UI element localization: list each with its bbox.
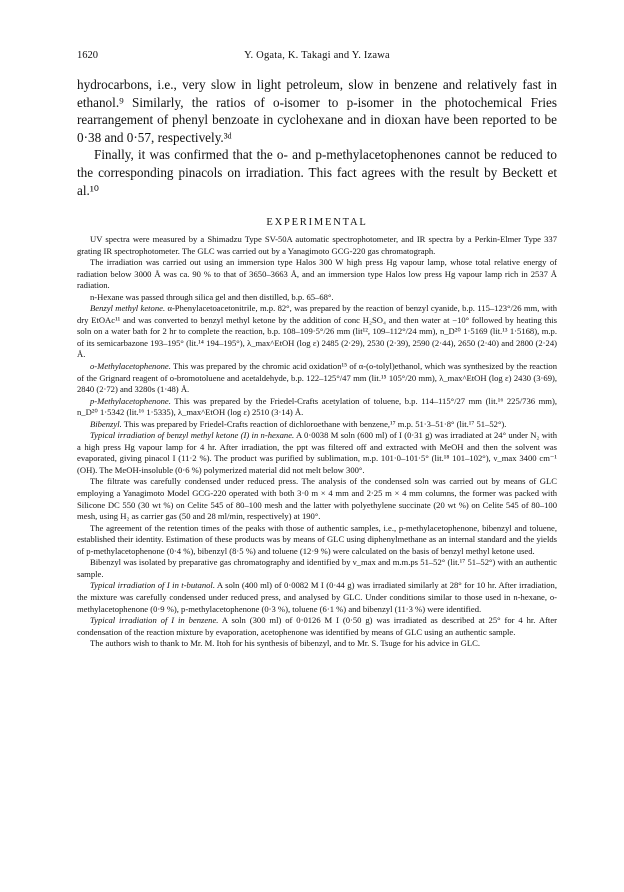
experimental-paragraph: Bibenzyl was isolated by preparative gas chromatography and identified by ν_max and m.m.ps 51–52° (lit.¹⁷ 51–52°) with an authentic sample. (77, 557, 557, 579)
running-header (77, 50, 557, 64)
acknowledgement: The authors wish to thank to Mr. M. Itoh for his synthesis of bibenzyl, and to Mr. S. Tsuge for his advice in GLC. (90, 638, 480, 649)
running-authors: Y. Ogata, K. Takagi and Y. Izawa (244, 50, 390, 61)
experimental-paragraph: The filtrate was carefully condensed under reduced press. The analysis of the condensed soln was carried out by means of GLC employing a Yanagimoto Model GCG-220 operated with both 3·0 m × 4 mm and 2·25 m × 4 mm columns, the former was packed with Silicone DC 550 (30 wt %) on Celite 545 of 80–100 mesh and the latter with polyethylene succinate (20 wt %) on Celite 545 of 80–100 mesh, using H₂ as carrier gas (50 and 28 ml/min, respectively) at 190°. (77, 476, 557, 522)
experimental-paragraph: p-Methylacetophenone. This was prepared by the Friedel-Crafts acetylation of toluene, b.p. 114–115°/27 mm (lit.¹⁶ 225/736 mm), n_D²⁰ 1·5342 (lit.¹⁶ 1·5335), λ_max^EtOH (log ε) 2510 (3·14) Å. (77, 395, 557, 418)
experimental-section (77, 234, 557, 650)
discussion-paragraph: hydrocarbons, i.e., very slow in light petroleum, slow in benzene and relatively fast in ethanol.⁹ Similarly, the ratios of o-isomer to p-isomer in the photochemical Fries rearrangement of phenyl benzoate in cyclohexane and in dioxan have been reported to be 0·38 and 0·57, respectively.³ᵈ (77, 77, 557, 145)
experimental-paragraph: o-Methylacetophenone. This was prepared by the chromic acid oxidation¹⁵ of α-(o-tolyl)ethanol, which was synthesized by the reaction of the Grignard reagent of o-bromotoluene and acetaldehyde, b.p. 122–125°/47 mm (lit.¹⁵ 105°/20 mm), λ_max^EtOH (log ε) 2430 (3·69), 2840 (2·72) and 3280s (1·48) Å. (77, 361, 557, 395)
experimental-paragraph: Typical irradiation of I in benzene. A soln (300 ml) of 0·0126 M I (0·50 g) was irradiated as described at 25° for 4 hr. After condensation of the reaction mixture by evaporation, acetophenone was identified by means of GLC using an authentic sample. (77, 615, 557, 637)
experimental-paragraph: Typical irradiation of benzyl methyl ketone (I) in n-hexane. A 0·0038 M soln (600 ml) of I (0·31 g) was irradiated at 24° under N₂ with a high press Hg vapour lamp for 4 hr. After irradiation, the ppt was filtered off and extracted with MeOH and then the solvent was evaporated, giving pinacol I (11·2 %). The product was purified by sublimation, m.p. 101·0–101·5° (lit.¹⁸ 101–102°), ν_max 3400 cm⁻¹ (OH). The MeOH-insoluble (0·6 %) polymerized material did not melt below 300°. (77, 430, 557, 475)
experimental-paragraph: Typical irradiation of I in t-butanol. A soln (400 ml) of 0·0082 M I (0·44 g) was irradiated similarly at 28° for 10 hr. After irradiation, the mixture was carefully condensed under reduced press, and analysed by GLC. Under conditions similar to those used in n-hexane, o-methylacetophenone (0·9 %), p-methylacetophenone (0·3 %), toluene (6·1 %) and bibenzyl (11·3 %) were identified. (77, 580, 557, 614)
experimental-paragraph: Benzyl methyl ketone. α-Phenylacetoacetonitrile, m.p. 82°, was prepared by the reaction of benzyl cyanide, b.p. 115–123°/26 mm, with dry EtOAc¹¹ and was converted to benzyl methyl ketone by the addition of conc H₂SO₄ and then water at −10° followed by heating this soln on a water bath for 2 hr to complete the reaction, b.p. 108–109·5°/26 mm (lit¹², 109–112°/24 mm), n_D²⁰ 1·5169 (lit.¹³ 1·5168), m.p. of its semicarbazone 193–195° (lit.¹⁴ 194–195°), λ_max^EtOH (log ε) 2485 (2·29), 2530 (2·39), 2590 (2·44), 2650 (2·40) and 2800 (2·24) Å. (77, 303, 557, 360)
experimental-paragraph: n-Hexane was passed through silica gel and then distilled, b.p. 65–68°. (90, 291, 334, 302)
experimental-paragraph: The agreement of the retention times of the peaks with those of authentic samples, i.e., p-methylacetophenone, bibenzyl and toluene, established their identity. Estimation of these products was by means of GLC using diphenylmethane as an internal standard and the yields of p-methylacetophenone (0·4 %), bibenzyl (8·5 %) and toluene (12·9 %) were calculated on the basis of benzyl methyl ketone used. (77, 522, 557, 556)
experimental-paragraph: Bibenzyl. This was prepared by Friedel-Crafts reaction of dichloroethane with benzene,¹⁷ m.p. 51·3–51·8° (lit.¹⁷ 51–52°). (90, 418, 507, 429)
experimental-paragraph: UV spectra were measured by a Shimadzu Type SV-50A automatic spectrophotometer, and IR spectra by a Perkin-Elmer Type 337 grating IR spectrophotometer. The GLC was carried out by a Yanagimoto GCG-220 gas chromatograph. (77, 234, 557, 256)
experimental-paragraph: The irradiation was carried out using an immersion type Halos 300 W high press Hg vapour lamp, whose total relative energy of radiation below 3000 Å was ca. 90 % to that of 3650–3663 Å, and an immersion type Halos low press Hg vapour lamp rich in 2537 Å radiation. (77, 257, 557, 291)
discussion-text (77, 76, 557, 199)
section-heading: EXPERIMENTAL (266, 217, 368, 228)
discussion-paragraph: Finally, it was confirmed that the o- and p-methylacetophenones cannot be reduced to the corresponding pinacols on irradiation. This fact agrees with the result by Beckett et al.¹⁰ (77, 147, 557, 198)
page-number: 1620 (77, 50, 98, 61)
